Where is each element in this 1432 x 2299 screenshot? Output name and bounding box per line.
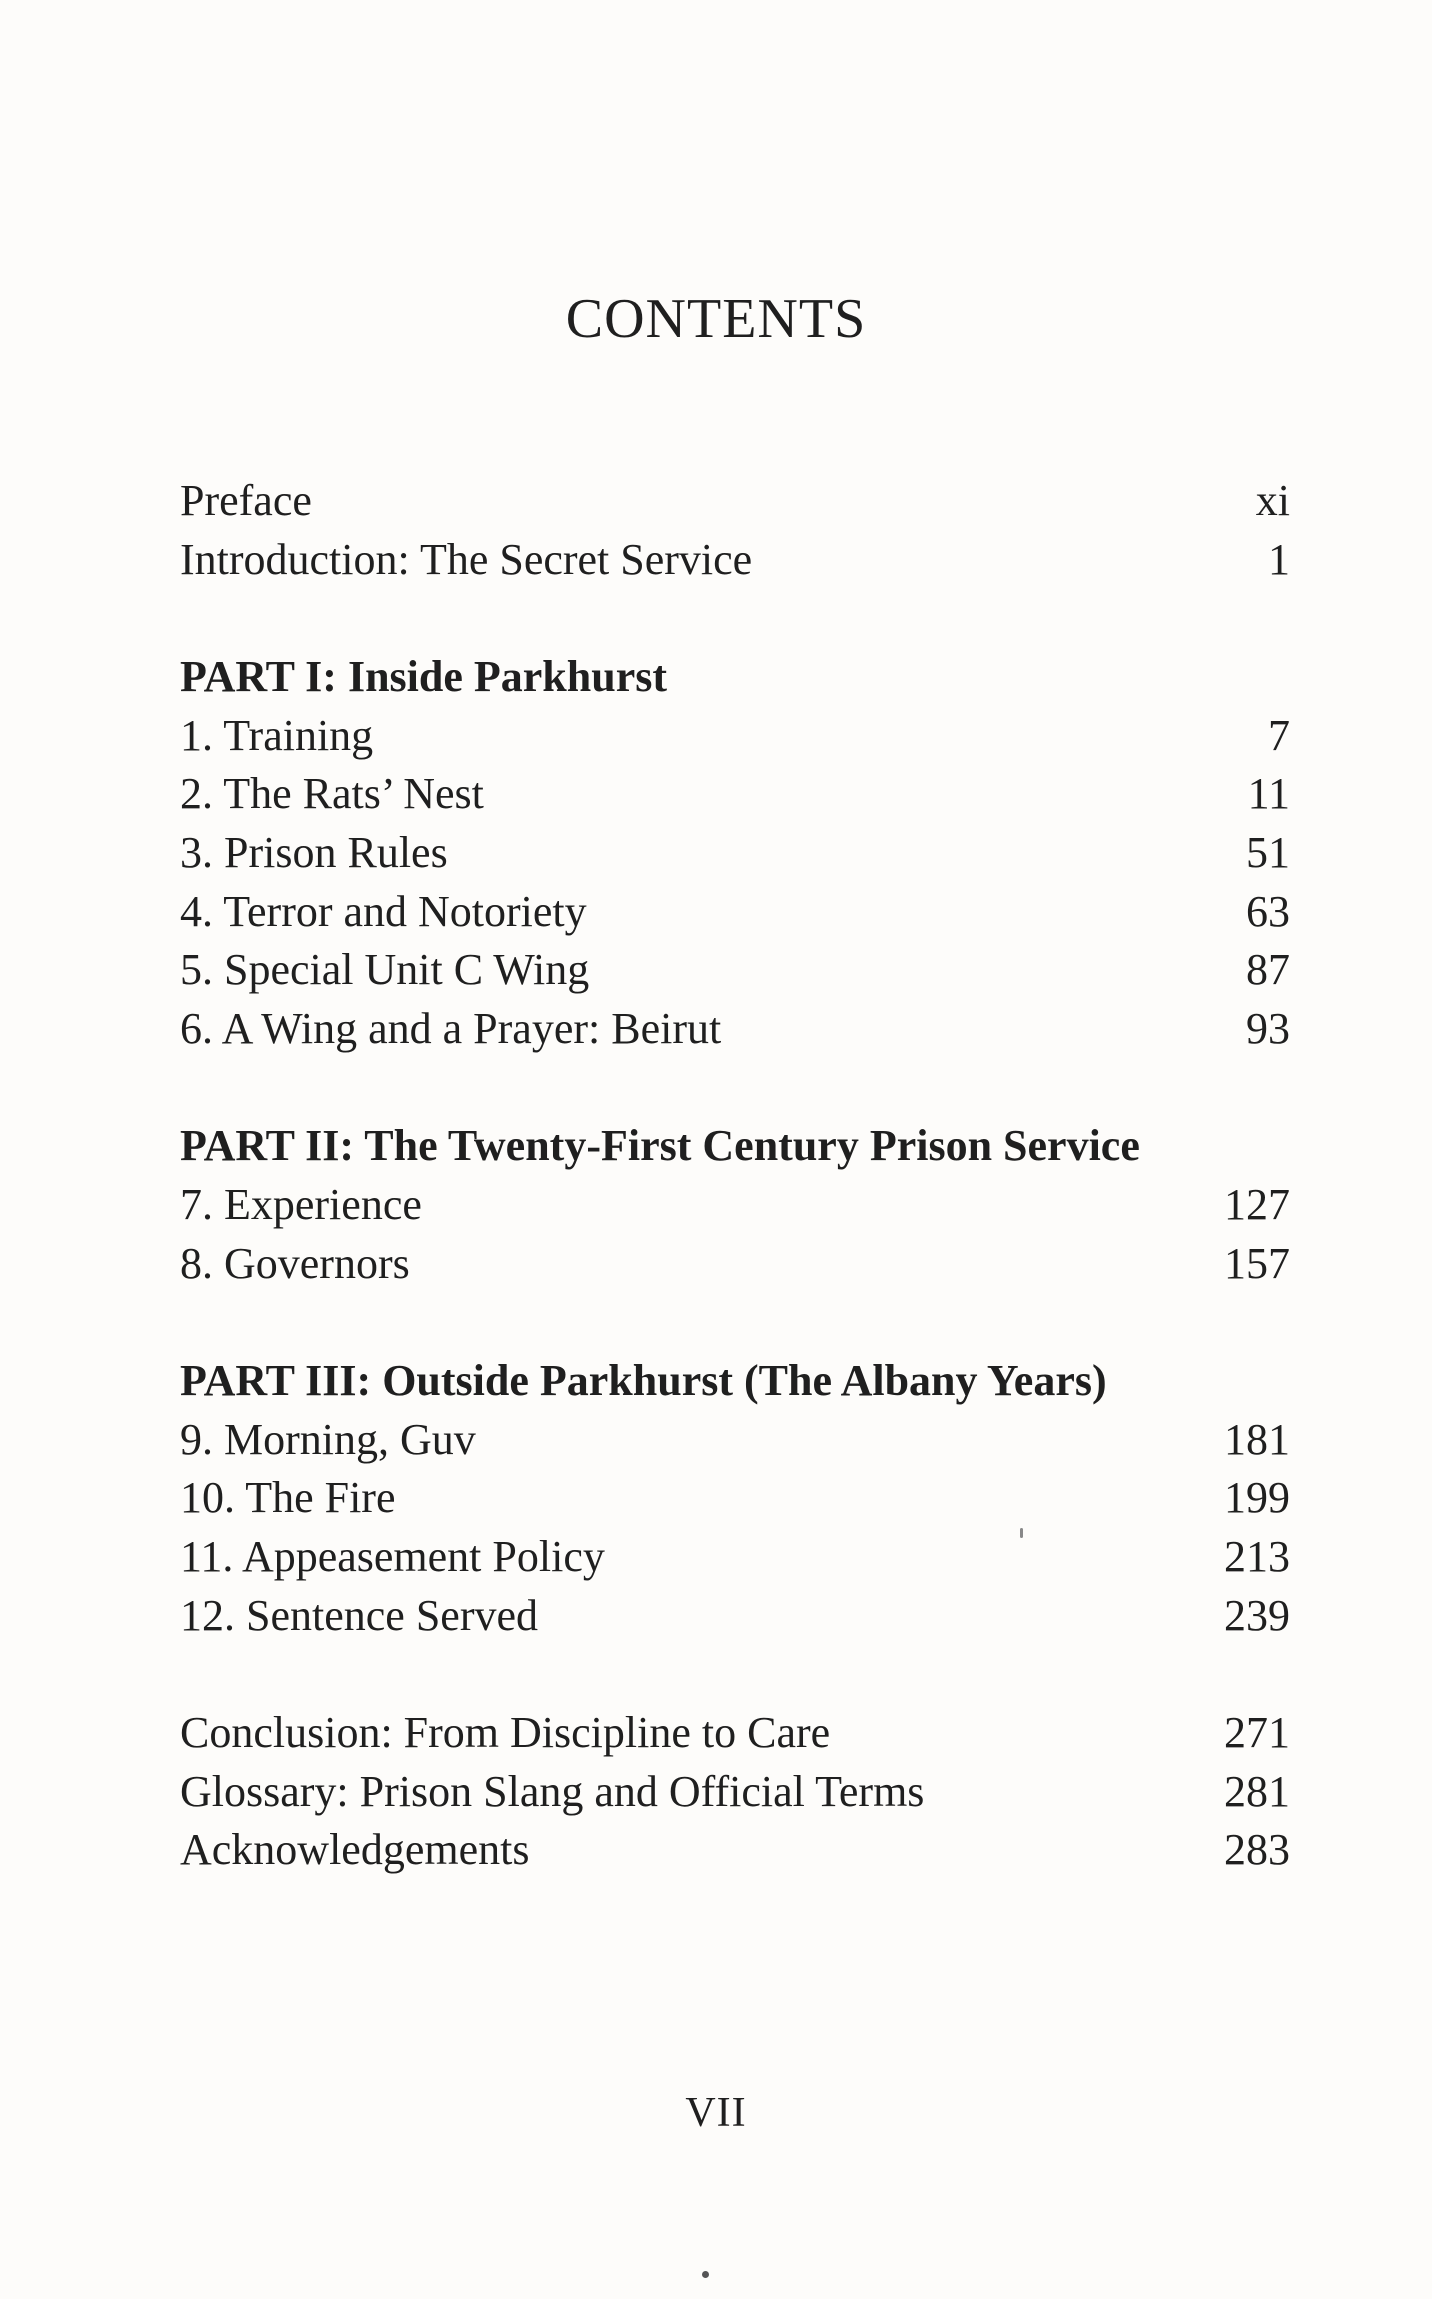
toc-entry-chapter-8 bbox=[180, 1235, 1290, 1294]
entry-label: 9. Morning, Guv bbox=[180, 1414, 476, 1464]
entry-page: 157 bbox=[1224, 1238, 1290, 1288]
part-1 bbox=[180, 648, 1290, 1058]
entry-page: 213 bbox=[1224, 1531, 1290, 1581]
toc-entry-chapter-9 bbox=[180, 1411, 1290, 1470]
toc-entry-preface bbox=[180, 472, 1290, 531]
print-speck bbox=[1020, 1528, 1023, 1538]
entry-label: 1. Training bbox=[180, 710, 374, 760]
print-speck bbox=[702, 2271, 709, 2278]
back-matter bbox=[180, 1704, 1290, 1880]
entry-page: 51 bbox=[1246, 827, 1290, 877]
entry-label: Acknowledgements bbox=[180, 1825, 530, 1875]
entry-page: 181 bbox=[1224, 1414, 1290, 1464]
page-title: CONTENTS bbox=[565, 288, 867, 350]
entry-label: Conclusion: From Discipline to Care bbox=[180, 1708, 831, 1758]
toc-entry-chapter-6 bbox=[180, 1000, 1290, 1059]
entry-page: 127 bbox=[1224, 1179, 1290, 1229]
toc-entry-chapter-11 bbox=[180, 1528, 1290, 1587]
entry-label: Preface bbox=[180, 476, 312, 525]
part-heading: PART I: Inside Parkhurst bbox=[180, 652, 668, 702]
entry-label: Glossary: Prison Slang and Official Terms bbox=[180, 1766, 925, 1816]
entry-label: 2. The Rats’ Nest bbox=[180, 769, 484, 819]
entry-page: 93 bbox=[1246, 1003, 1290, 1053]
entry-label: 11. Appeasement Policy bbox=[180, 1531, 605, 1581]
toc-entry-chapter-12 bbox=[180, 1587, 1290, 1646]
toc-entry-chapter-4 bbox=[180, 883, 1290, 942]
entry-page: 1 bbox=[1268, 534, 1290, 584]
entry-page: 283 bbox=[1224, 1825, 1290, 1875]
toc-entry-chapter-5 bbox=[180, 941, 1290, 1000]
entry-page: 271 bbox=[1224, 1708, 1290, 1758]
table-of-contents bbox=[180, 472, 1290, 1880]
toc-entry-chapter-10 bbox=[180, 1469, 1290, 1528]
entry-page: 11 bbox=[1247, 769, 1290, 819]
entry-label: 12. Sentence Served bbox=[180, 1590, 538, 1640]
toc-entry-chapter-1 bbox=[180, 707, 1290, 766]
entry-page: 63 bbox=[1246, 886, 1290, 936]
part-heading: PART III: Outside Parkhurst (The Albany Years) bbox=[180, 1356, 1107, 1406]
toc-entry-chapter-3 bbox=[180, 824, 1290, 883]
part-heading: PART II: The Twenty-First Century Prison Service bbox=[180, 1121, 1140, 1171]
entry-page: 281 bbox=[1224, 1766, 1290, 1816]
entry-page: 199 bbox=[1224, 1473, 1290, 1523]
front-matter bbox=[180, 472, 1290, 589]
entry-label: 8. Governors bbox=[180, 1238, 410, 1288]
entry-label: 5. Special Unit C Wing bbox=[180, 945, 590, 995]
entry-page: xi bbox=[1255, 476, 1290, 525]
page-number: VII bbox=[685, 2090, 747, 2136]
entry-page: 239 bbox=[1224, 1590, 1290, 1640]
entry-label: 10. The Fire bbox=[180, 1473, 396, 1523]
toc-entry-chapter-7 bbox=[180, 1176, 1290, 1235]
entry-page: 87 bbox=[1246, 945, 1290, 995]
entry-page: 7 bbox=[1268, 710, 1290, 760]
toc-entry-introduction bbox=[180, 531, 1290, 590]
toc-entry-chapter-2 bbox=[180, 765, 1290, 824]
toc-entry-acknowledgements bbox=[180, 1821, 1290, 1880]
entry-label: 3. Prison Rules bbox=[180, 827, 448, 877]
entry-label: Introduction: The Secret Service bbox=[180, 534, 753, 584]
toc-entry-conclusion bbox=[180, 1704, 1290, 1763]
toc-entry-glossary bbox=[180, 1763, 1290, 1822]
entry-label: 4. Terror and Notoriety bbox=[180, 886, 587, 936]
part-3 bbox=[180, 1352, 1290, 1645]
entry-label: 7. Experience bbox=[180, 1179, 422, 1229]
entry-label: 6. A Wing and a Prayer: Beirut bbox=[180, 1003, 722, 1053]
part-2 bbox=[180, 1117, 1290, 1293]
